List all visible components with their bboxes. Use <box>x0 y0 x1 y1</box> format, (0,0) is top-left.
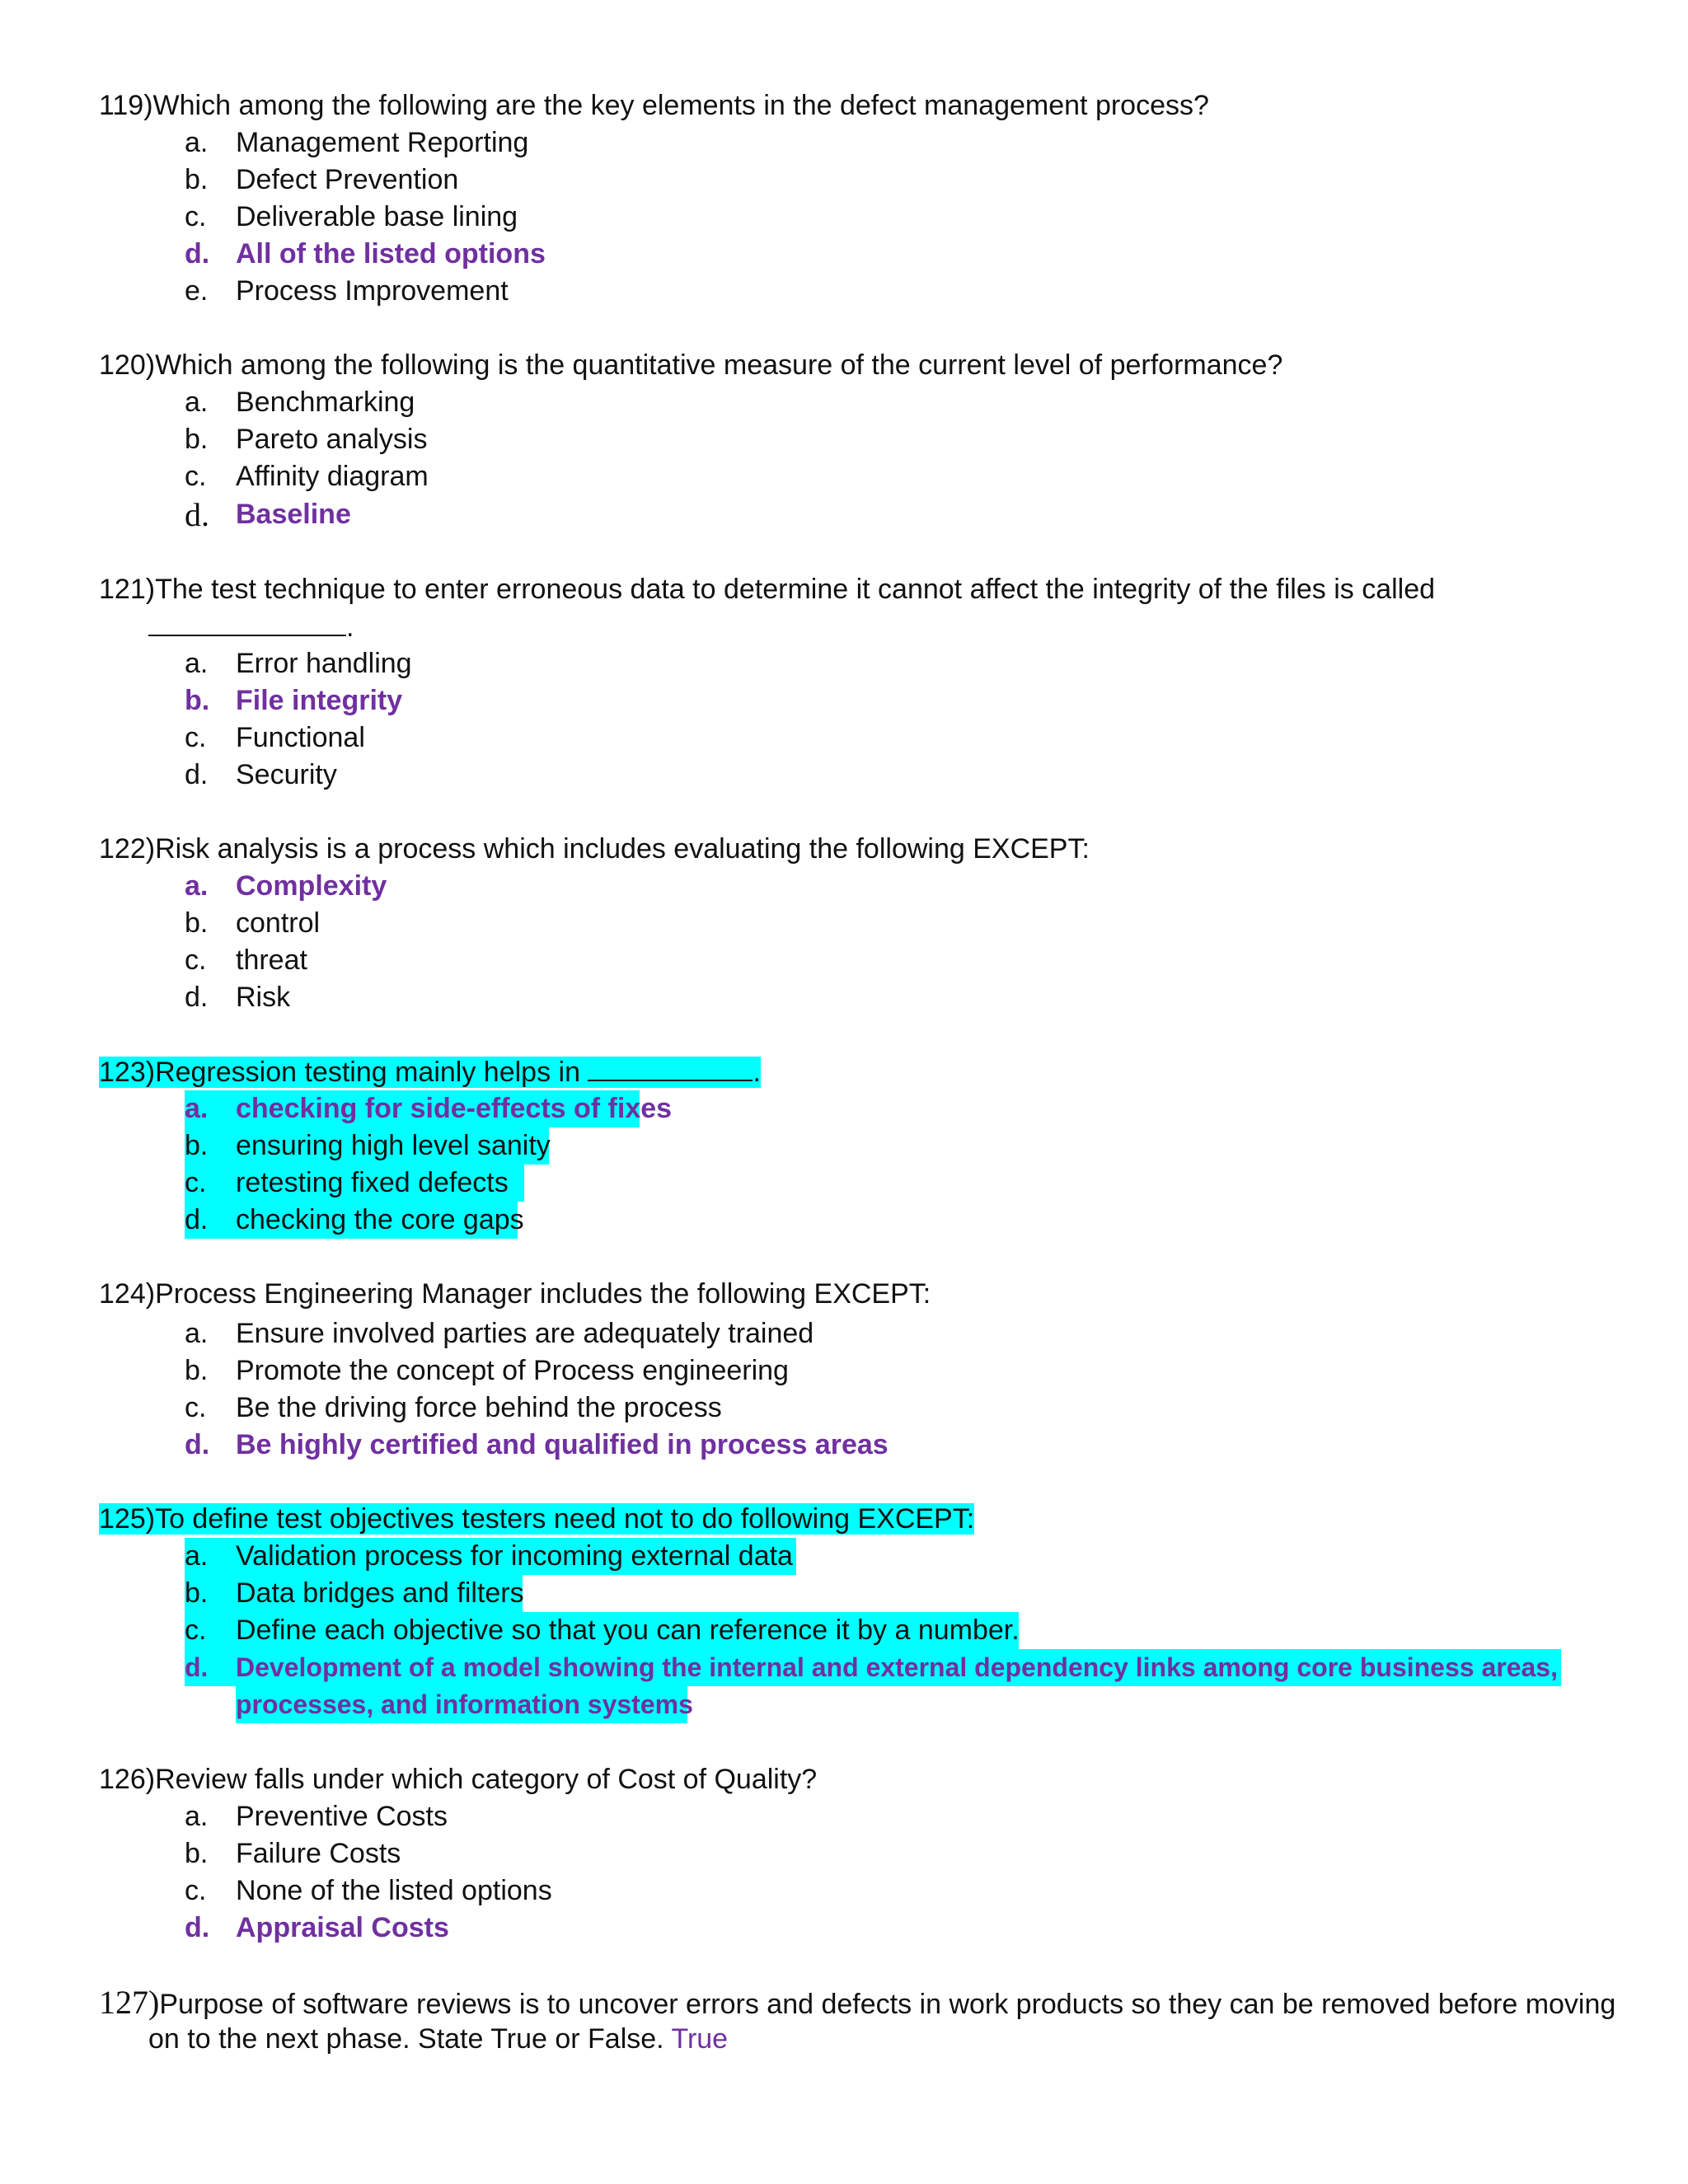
option-text: Be highly certified and qualified in process areas <box>236 1429 889 1460</box>
question-text: on to the next phase. State True or False. <box>148 2023 672 2055</box>
option-text: ensuring high level sanity <box>236 1130 551 1161</box>
option-text: Data bridges and filters <box>236 1577 524 1609</box>
option-text: Define each objective so that you can reference it by a number. <box>236 1615 1020 1646</box>
option-letter: a. <box>185 1540 209 1572</box>
question-text: The test technique to enter erroneous data to determine it cannot affect the integrity of the files is called <box>155 574 1436 605</box>
question-number: 125) <box>99 1503 156 1535</box>
option-letter: a. <box>185 1801 209 1832</box>
question-number: 126) <box>99 1764 156 1795</box>
option-letter: a. <box>185 387 209 418</box>
option-text: retesting fixed defects <box>236 1167 509 1198</box>
question-120 <box>99 347 1282 384</box>
question-number: 122) <box>99 833 156 865</box>
question-121 <box>99 571 1435 608</box>
option-letter: b. <box>185 907 209 939</box>
question-124 <box>99 1276 931 1313</box>
option-letter: c. <box>185 201 207 232</box>
option-letter: b. <box>185 424 209 455</box>
option-text: threat <box>236 944 307 976</box>
option-text: Complexity <box>236 870 387 902</box>
question-126 <box>99 1761 817 1798</box>
option-text: Ensure involved parties are adequately trained <box>236 1318 814 1349</box>
option-letter: b. <box>185 1130 209 1161</box>
option-text: Benchmarking <box>236 387 415 418</box>
blank-suffix: . <box>753 1057 761 1088</box>
option-letter: c. <box>185 1615 207 1646</box>
option-text: None of the listed options <box>236 1875 552 1906</box>
option-letter: d. <box>185 1204 209 1235</box>
option-text: Functional <box>236 722 365 753</box>
option-text: Deliverable base lining <box>236 201 518 232</box>
option-text: Risk <box>236 982 291 1013</box>
option-text: Error handling <box>236 648 412 679</box>
question-text: Which among the following are the key elements in the defect management process? <box>152 90 1209 121</box>
option-text: Be the driving force behind the process <box>236 1392 722 1423</box>
option-letter: d. <box>185 759 209 790</box>
option-letter: c. <box>185 1392 207 1423</box>
question-text: Process Engineering Manager includes the following EXCEPT: <box>155 1278 931 1310</box>
option-letter: a. <box>185 1093 209 1124</box>
question-text: Risk analysis is a process which includes evaluating the following EXCEPT: <box>155 833 1090 865</box>
option-letter: b. <box>185 1838 209 1869</box>
option-letter: d. <box>185 1429 210 1460</box>
question-number: 124) <box>99 1278 156 1310</box>
option-letter: a. <box>185 1318 209 1349</box>
option-text: Process Improvement <box>236 275 509 307</box>
option-letter: a. <box>185 127 209 158</box>
option-text: Appraisal Costs <box>236 1912 449 1943</box>
option-letter: e. <box>185 275 209 307</box>
option-letter: d. <box>185 238 210 269</box>
blank-suffix: . <box>346 612 354 643</box>
option-letter: b. <box>185 1577 209 1609</box>
answer-blank-121 <box>148 608 354 646</box>
option-letter: c. <box>185 461 207 492</box>
question-127-continued <box>148 2021 728 2058</box>
question-text: Regression testing mainly helps in <box>155 1057 588 1088</box>
option-text: checking the core gaps <box>236 1204 524 1235</box>
option-text: File integrity <box>236 685 403 716</box>
question-number: 127) <box>99 1984 160 2021</box>
question-123 <box>99 1053 761 1091</box>
question-number: 123) <box>99 1057 156 1088</box>
option-text: All of the listed options <box>236 238 546 269</box>
question-text: Review falls under which category of Cost of Quality? <box>155 1764 818 1795</box>
option-text: Failure Costs <box>236 1838 401 1869</box>
option-letter: b. <box>185 164 209 195</box>
option-text-correct: Baseline <box>236 499 351 530</box>
option-text: Validation process for incoming external data <box>236 1540 793 1572</box>
question-125 <box>99 1501 974 1538</box>
question-number: 119) <box>99 90 153 121</box>
question-122 <box>99 831 1090 868</box>
option-letter: a. <box>185 870 209 902</box>
option-letter: a. <box>185 648 209 679</box>
question-text: Purpose of software reviews is to uncover errors and defects in work products so they can be removed before moving <box>159 1989 1616 2020</box>
question-text: Which among the following is the quantitative measure of the current level of performance? <box>155 349 1283 381</box>
answer-true: True <box>671 2023 729 2055</box>
blank-line <box>588 1053 753 1081</box>
question-number: 120) <box>99 349 156 381</box>
question-127 <box>99 1984 1615 2023</box>
option-text: Defect Prevention <box>236 164 459 195</box>
option-letter: b. <box>185 1355 209 1386</box>
option-letter: c. <box>185 722 207 753</box>
question-text: To define test objectives testers need not to do following EXCEPT: <box>155 1503 975 1535</box>
option-text: control <box>236 907 321 939</box>
option-letter: c. <box>185 1875 207 1906</box>
option-letter: c. <box>185 944 207 976</box>
option-letter: d. <box>185 496 209 533</box>
option-text: Development of a model showing the internal and external dependency links among core business areas, <box>236 1652 1558 1682</box>
option-text: Promote the concept of Process engineering <box>236 1355 789 1386</box>
option-text: Pareto analysis <box>236 424 428 455</box>
option-letter: d. <box>185 982 209 1013</box>
option-text: Management Reporting <box>236 127 529 158</box>
blank-line <box>148 608 346 636</box>
option-text: Affinity diagram <box>236 461 429 492</box>
option-letter: c. <box>185 1167 207 1198</box>
option-text: Preventive Costs <box>236 1801 448 1832</box>
question-number: 121) <box>99 574 156 605</box>
option-text: processes, and information systems <box>236 1690 693 1719</box>
option-letter: b. <box>185 685 210 716</box>
question-119 <box>99 87 1209 124</box>
option-letter: d. <box>185 1912 210 1943</box>
option-text: checking for side-effects of fixes <box>236 1093 673 1124</box>
option-letter: d. <box>185 1652 209 1682</box>
option-text: Security <box>236 759 337 790</box>
